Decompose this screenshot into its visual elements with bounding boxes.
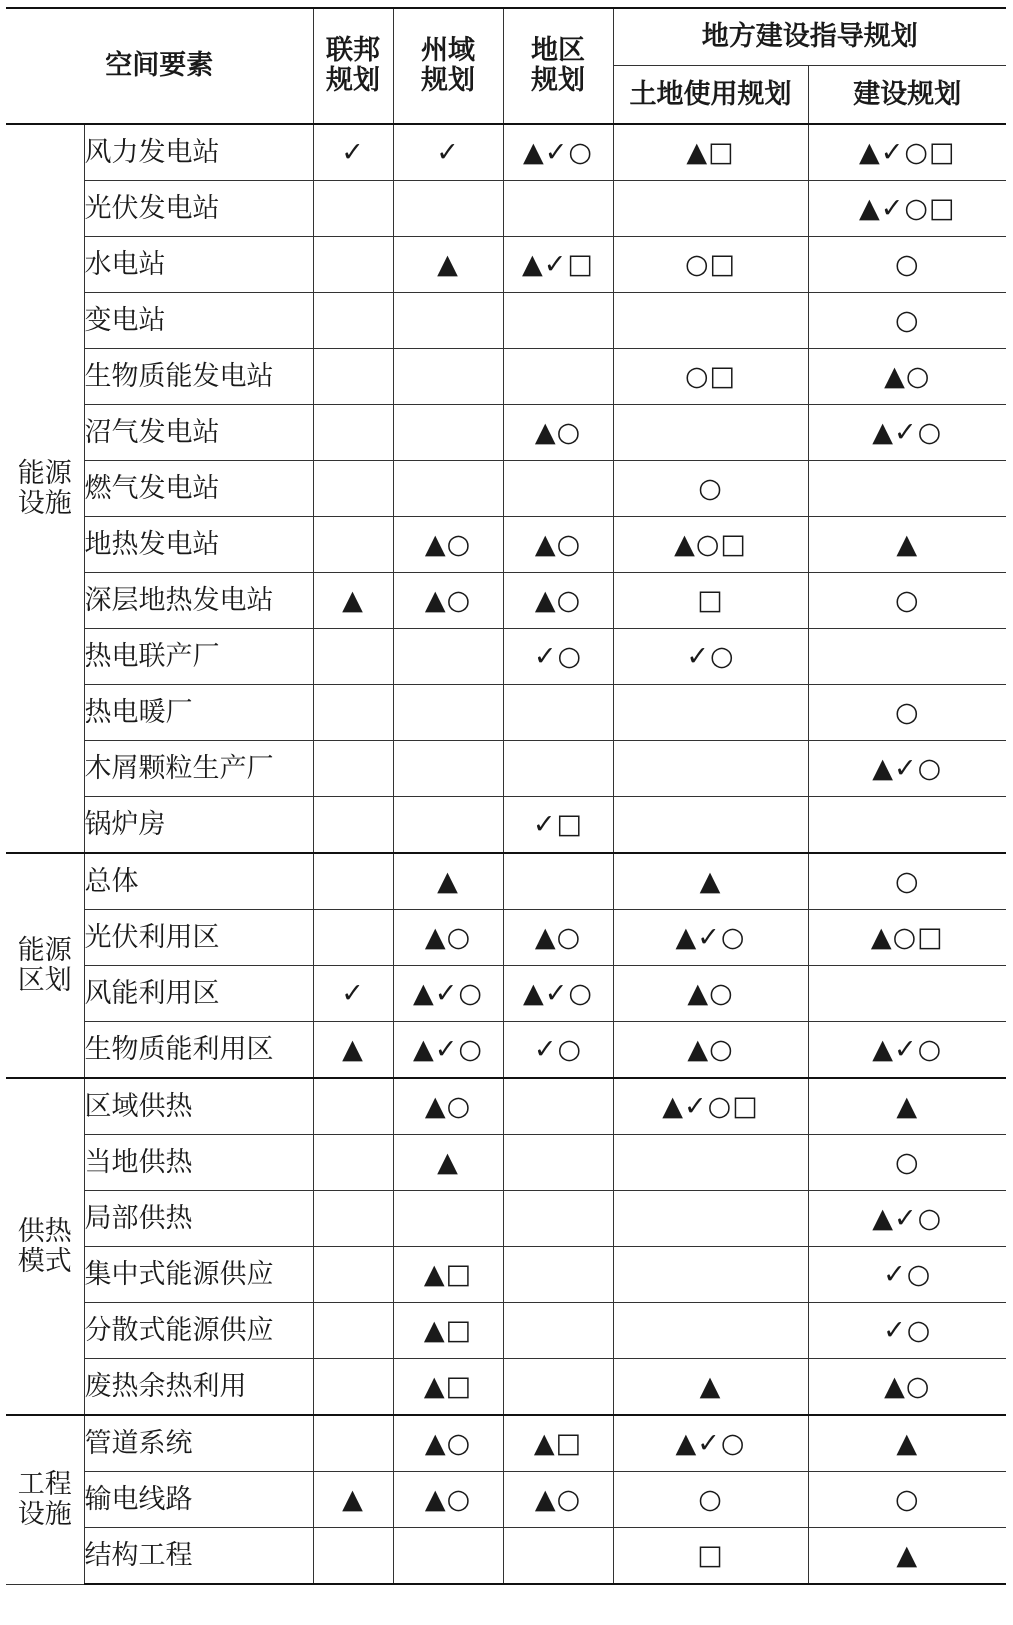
mark-cell-state (393, 1078, 503, 1135)
table-body (6, 124, 1006, 1584)
mark-cell-state (393, 349, 503, 405)
mark-cell-state (393, 1303, 503, 1359)
group-label (6, 1078, 84, 1415)
mark-cell-federal (313, 629, 393, 685)
mark-cell-federal (313, 349, 393, 405)
table-row (6, 1078, 1006, 1135)
spatial-element-name: 输电线路 (84, 1472, 313, 1528)
mark-cell-regional (503, 181, 613, 237)
mark-cell-state (393, 629, 503, 685)
mark-cell-federal (313, 1135, 393, 1191)
mark-cell-land-use (613, 1022, 808, 1079)
table-row (6, 741, 1006, 797)
spatial-element-name: 当地供热 (84, 1135, 313, 1191)
table-row (6, 1191, 1006, 1247)
header-land-use-planning: 土地使用规划 (613, 66, 808, 125)
group-label (6, 1415, 84, 1584)
mark-cell-land-use (613, 910, 808, 966)
group-label-line: 工程 (17, 1469, 72, 1501)
planning-marks: ▲✓○ (872, 1202, 943, 1234)
mark-cell-regional (503, 741, 613, 797)
mark-cell-regional (503, 1135, 613, 1191)
planning-marks: ▲○ (534, 528, 582, 560)
mark-cell-regional (503, 573, 613, 629)
planning-marks: ▲○ (424, 584, 472, 616)
spatial-element-name: 生物质能发电站 (84, 349, 313, 405)
mark-cell-state (393, 461, 503, 517)
mark-cell-construction (808, 797, 1006, 854)
mark-cell-construction (808, 237, 1006, 293)
mark-cell-state (393, 1528, 503, 1585)
planning-marks: ▲✓○□ (859, 136, 956, 168)
mark-cell-construction (808, 966, 1006, 1022)
mark-cell-construction (808, 124, 1006, 181)
mark-cell-state (393, 293, 503, 349)
mark-cell-land-use (613, 629, 808, 685)
planning-marks: ○ (894, 248, 920, 280)
table-row (6, 1303, 1006, 1359)
mark-cell-state (393, 237, 503, 293)
planning-marks: ▲○ (884, 360, 931, 392)
mark-cell-construction (808, 910, 1006, 966)
table-row (6, 349, 1006, 405)
mark-cell-land-use (613, 293, 808, 349)
mark-cell-state (393, 1415, 503, 1472)
planning-marks: □ (697, 1539, 724, 1571)
mark-cell-federal (313, 1415, 393, 1472)
planning-marks: □ (697, 584, 724, 616)
spatial-element-name: 区域供热 (84, 1078, 313, 1135)
planning-marks: ▲○ (534, 1483, 582, 1515)
header-federal-planning (313, 8, 393, 124)
mark-cell-regional (503, 629, 613, 685)
planning-marks: ✓○ (533, 1033, 583, 1065)
header-state-line-1: 州域 (421, 35, 475, 67)
mark-cell-land-use (613, 853, 808, 910)
table-row (6, 853, 1006, 910)
planning-marks: ▲○ (884, 1370, 931, 1402)
mark-cell-construction (808, 629, 1006, 685)
mark-cell-state (393, 1191, 503, 1247)
planning-marks: ○□ (684, 248, 737, 280)
header-federal-line-1: 联邦 (326, 35, 380, 67)
mark-cell-land-use (613, 517, 808, 573)
table-row (6, 629, 1006, 685)
mark-cell-regional (503, 1303, 613, 1359)
planning-marks: ○ (698, 472, 723, 504)
planning-marks: ▲ (699, 1370, 722, 1402)
table-row (6, 1247, 1006, 1303)
table-row (6, 293, 1006, 349)
mark-cell-state (393, 797, 503, 854)
mark-cell-regional (503, 910, 613, 966)
mark-cell-regional (503, 1078, 613, 1135)
planning-marks: ✓○ (686, 640, 735, 672)
mark-cell-state (393, 1135, 503, 1191)
spatial-element-name: 管道系统 (84, 1415, 313, 1472)
planning-marks: ✓○ (883, 1258, 932, 1290)
mark-cell-state (393, 685, 503, 741)
planning-marks: ▲○□ (674, 528, 747, 560)
mark-cell-state (393, 741, 503, 797)
mark-cell-federal (313, 1472, 393, 1528)
mark-cell-land-use (613, 573, 808, 629)
spatial-element-name: 风力发电站 (84, 124, 313, 181)
mark-cell-state (393, 910, 503, 966)
header-construction-planning: 建设规划 (808, 66, 1006, 125)
mark-cell-land-use (613, 124, 808, 181)
planning-marks: ▲ (896, 528, 919, 560)
mark-cell-land-use (613, 181, 808, 237)
spatial-element-name: 风能利用区 (84, 966, 313, 1022)
planning-matrix-table (6, 7, 1006, 1585)
mark-cell-state (393, 966, 503, 1022)
planning-marks: ▲□ (423, 1258, 473, 1290)
table-row (6, 1472, 1006, 1528)
header-regional-line-1: 地区 (531, 35, 585, 67)
planning-marks: ○ (894, 304, 920, 336)
table-row (6, 966, 1006, 1022)
mark-cell-regional (503, 293, 613, 349)
group-label-line: 设施 (17, 1498, 72, 1530)
mark-cell-construction (808, 1135, 1006, 1191)
planning-marks: ○ (894, 696, 920, 728)
table-row (6, 1022, 1006, 1079)
mark-cell-land-use (613, 461, 808, 517)
mark-cell-construction (808, 1359, 1006, 1416)
header-federal-line-2: 规划 (326, 65, 380, 96)
planning-marks: ▲✓○ (523, 977, 593, 1009)
planning-marks: ▲✓○ (675, 1427, 746, 1459)
spatial-element-name: 木屑颗粒生产厂 (84, 741, 313, 797)
planning-marks: ▲✓○ (523, 136, 593, 168)
table-header (6, 8, 1006, 124)
spatial-element-name: 光伏利用区 (84, 910, 313, 966)
planning-marks: ✓□ (532, 808, 584, 840)
spatial-element-name: 地热发电站 (84, 517, 313, 573)
spatial-element-name: 结构工程 (84, 1528, 313, 1585)
planning-marks: ○ (894, 584, 920, 616)
planning-marks: ○ (894, 1146, 920, 1178)
planning-marks: ▲ (896, 1090, 919, 1122)
planning-marks: ▲✓□ (522, 248, 594, 280)
mark-cell-construction (808, 685, 1006, 741)
mark-cell-land-use (613, 1472, 808, 1528)
mark-cell-state (393, 1247, 503, 1303)
mark-cell-construction (808, 1191, 1006, 1247)
planning-marks: ✓ (341, 136, 365, 168)
mark-cell-land-use (613, 349, 808, 405)
mark-cell-land-use (613, 405, 808, 461)
planning-marks: ▲ (896, 1427, 919, 1459)
table-row (6, 181, 1006, 237)
mark-cell-federal (313, 1303, 393, 1359)
planning-marks: ▲○ (424, 1090, 472, 1122)
mark-cell-construction (808, 1078, 1006, 1135)
mark-cell-federal (313, 910, 393, 966)
mark-cell-land-use (613, 741, 808, 797)
mark-cell-federal (313, 293, 393, 349)
header-local-guidance-planning (613, 8, 1006, 66)
planning-marks: ▲✓○ (872, 1033, 943, 1065)
group-label-line: 能源 (17, 457, 72, 489)
mark-cell-federal (313, 966, 393, 1022)
mark-cell-federal (313, 685, 393, 741)
spatial-element-name: 光伏发电站 (84, 181, 313, 237)
table-row (6, 573, 1006, 629)
table-row (6, 1415, 1006, 1472)
spatial-element-name: 生物质能利用区 (84, 1022, 313, 1079)
mark-cell-regional (503, 1247, 613, 1303)
mark-cell-construction (808, 1303, 1006, 1359)
spatial-element-name: 热电暖厂 (84, 685, 313, 741)
planning-marks: ▲ (699, 865, 722, 897)
mark-cell-federal (313, 853, 393, 910)
mark-cell-construction (808, 853, 1006, 910)
mark-cell-land-use (613, 1303, 808, 1359)
header-spatial-element: 空间要素 (6, 8, 313, 124)
header-state-line-2: 规划 (421, 65, 475, 96)
mark-cell-federal (313, 405, 393, 461)
mark-cell-federal (313, 797, 393, 854)
group-label-line: 供热 (17, 1215, 72, 1247)
spatial-element-name: 总体 (84, 853, 313, 910)
header-state-planning (393, 8, 503, 124)
table-row (6, 910, 1006, 966)
mark-cell-land-use (613, 797, 808, 854)
group-label-line: 模式 (17, 1245, 72, 1277)
mark-cell-federal (313, 741, 393, 797)
mark-cell-construction (808, 1528, 1006, 1585)
planning-marks: ▲✓○ (675, 921, 746, 953)
mark-cell-state (393, 124, 503, 181)
mark-cell-regional (503, 1528, 613, 1585)
planning-marks: ▲○ (424, 1427, 472, 1459)
spatial-element-name: 局部供热 (84, 1191, 313, 1247)
mark-cell-land-use (613, 966, 808, 1022)
mark-cell-regional (503, 1359, 613, 1416)
mark-cell-federal (313, 1022, 393, 1079)
mark-cell-construction (808, 181, 1006, 237)
planning-marks: ▲□ (533, 1427, 583, 1459)
mark-cell-regional (503, 461, 613, 517)
mark-cell-land-use (613, 1078, 808, 1135)
mark-cell-construction (808, 293, 1006, 349)
planning-marks: ▲ (342, 1033, 364, 1065)
mark-cell-state (393, 517, 503, 573)
table-row (6, 517, 1006, 573)
planning-marks: ○□ (684, 360, 737, 392)
mark-cell-regional (503, 1415, 613, 1472)
spatial-element-name: 燃气发电站 (84, 461, 313, 517)
mark-cell-land-use (613, 1528, 808, 1585)
mark-cell-federal (313, 1359, 393, 1416)
table-row (6, 405, 1006, 461)
mark-cell-land-use (613, 1191, 808, 1247)
spatial-element-name: 废热余热利用 (84, 1359, 313, 1416)
planning-marks: ▲✓○□ (859, 192, 956, 224)
mark-cell-federal (313, 1191, 393, 1247)
mark-cell-construction (808, 573, 1006, 629)
table-row (6, 124, 1006, 181)
mark-cell-regional (503, 1022, 613, 1079)
planning-marks: ✓ (436, 136, 460, 168)
planning-marks: ▲○ (534, 584, 582, 616)
planning-marks: ▲ (342, 1483, 364, 1515)
spatial-element-name: 深层地热发电站 (84, 573, 313, 629)
planning-marks: ▲✓○ (413, 1033, 483, 1065)
planning-marks: ▲✓○ (872, 752, 943, 784)
planning-marks: ▲○ (687, 1033, 734, 1065)
mark-cell-federal (313, 1247, 393, 1303)
table-row (6, 461, 1006, 517)
table-row (6, 1359, 1006, 1416)
planning-marks: ▲ (437, 1146, 459, 1178)
mark-cell-regional (503, 405, 613, 461)
mark-cell-regional (503, 797, 613, 854)
mark-cell-regional (503, 349, 613, 405)
mark-cell-state (393, 1359, 503, 1416)
planning-marks: ▲ (437, 865, 459, 897)
mark-cell-state (393, 181, 503, 237)
mark-cell-federal (313, 237, 393, 293)
planning-marks: ▲○ (534, 921, 582, 953)
mark-cell-federal (313, 124, 393, 181)
group-label-line: 设施 (17, 487, 72, 519)
spatial-element-name: 变电站 (84, 293, 313, 349)
mark-cell-regional (503, 517, 613, 573)
mark-cell-regional (503, 966, 613, 1022)
mark-cell-construction (808, 1247, 1006, 1303)
table-row (6, 797, 1006, 854)
mark-cell-construction (808, 1472, 1006, 1528)
planning-marks: ✓○ (883, 1314, 932, 1346)
group-label-line: 区划 (17, 964, 72, 996)
planning-marks: ▲✓○ (872, 416, 943, 448)
table-row (6, 237, 1006, 293)
planning-marks: ▲ (342, 584, 364, 616)
planning-marks: ▲ (437, 248, 459, 280)
mark-cell-state (393, 1022, 503, 1079)
mark-cell-regional (503, 124, 613, 181)
mark-cell-construction (808, 741, 1006, 797)
mark-cell-land-use (613, 237, 808, 293)
mark-cell-regional (503, 1191, 613, 1247)
planning-marks: ▲□ (423, 1370, 473, 1402)
planning-marks: ▲ (896, 1539, 919, 1571)
mark-cell-federal (313, 1078, 393, 1135)
planning-marks: ▲○ (424, 528, 472, 560)
planning-marks: ▲○ (534, 416, 582, 448)
mark-cell-state (393, 573, 503, 629)
spatial-element-name: 水电站 (84, 237, 313, 293)
mark-cell-state (393, 853, 503, 910)
mark-cell-construction (808, 461, 1006, 517)
planning-marks: ○ (894, 1483, 920, 1515)
mark-cell-construction (808, 517, 1006, 573)
mark-cell-federal (313, 517, 393, 573)
planning-marks: ▲○ (424, 1483, 472, 1515)
mark-cell-construction (808, 1022, 1006, 1079)
group-label-line: 能源 (17, 934, 72, 966)
mark-cell-regional (503, 853, 613, 910)
mark-cell-land-use (613, 1247, 808, 1303)
planning-marks: ○ (698, 1483, 723, 1515)
planning-marks: ▲○ (687, 977, 734, 1009)
spatial-element-name: 热电联产厂 (84, 629, 313, 685)
mark-cell-regional (503, 237, 613, 293)
mark-cell-land-use (613, 1415, 808, 1472)
spatial-element-name: 集中式能源供应 (84, 1247, 313, 1303)
mark-cell-construction (808, 1415, 1006, 1472)
planning-marks: ▲□ (686, 136, 735, 168)
mark-cell-regional (503, 685, 613, 741)
mark-cell-federal (313, 1528, 393, 1585)
planning-marks: ▲✓○ (413, 977, 483, 1009)
mark-cell-federal (313, 461, 393, 517)
planning-marks: ▲○ (424, 921, 472, 953)
header-regional-line-2: 规划 (531, 65, 585, 96)
mark-cell-construction (808, 349, 1006, 405)
mark-cell-federal (313, 181, 393, 237)
planning-marks: ○ (894, 865, 920, 897)
group-label (6, 124, 84, 853)
table-row (6, 1135, 1006, 1191)
planning-marks: ✓ (341, 977, 365, 1009)
mark-cell-construction (808, 405, 1006, 461)
planning-marks: ▲○□ (870, 921, 944, 953)
planning-marks: ▲□ (423, 1314, 473, 1346)
mark-cell-land-use (613, 685, 808, 741)
spatial-element-name: 沼气发电站 (84, 405, 313, 461)
mark-cell-state (393, 1472, 503, 1528)
table-row (6, 1528, 1006, 1585)
mark-cell-federal (313, 573, 393, 629)
mark-cell-state (393, 405, 503, 461)
header-local-guidance-label: 地方建设指导规划 (701, 21, 918, 53)
planning-marks: ✓○ (533, 640, 583, 672)
group-label (6, 853, 84, 1078)
spatial-element-name: 锅炉房 (84, 797, 313, 854)
mark-cell-land-use (613, 1359, 808, 1416)
planning-marks: ▲✓○□ (662, 1090, 759, 1122)
mark-cell-land-use (613, 1135, 808, 1191)
table-row (6, 685, 1006, 741)
header-regional-planning (503, 8, 613, 124)
spatial-element-name: 分散式能源供应 (84, 1303, 313, 1359)
mark-cell-regional (503, 1472, 613, 1528)
